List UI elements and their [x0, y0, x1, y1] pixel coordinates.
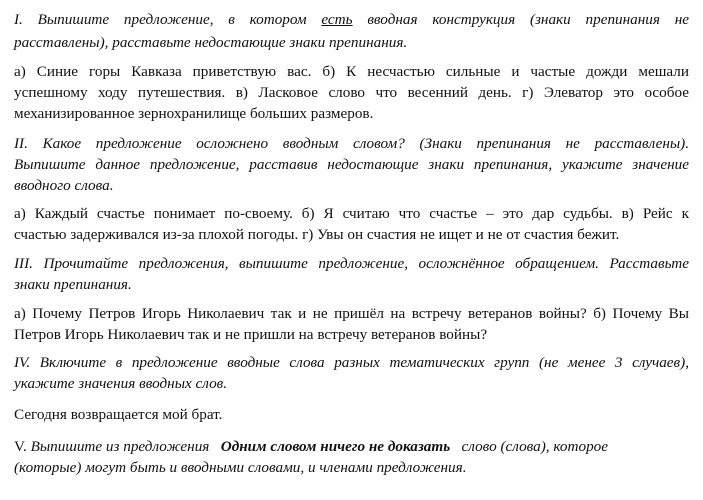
task1-heading-line1: I. Выпишите предложение, в котором есть вводная конструкция (знаки препинания не: [14, 11, 689, 28]
underlined-word: есть: [321, 11, 353, 28]
task2-option-line2: счастью задерживался из-за плохой погоды. г) Увы он счастия не ищет и не от счастия бежит.: [14, 226, 620, 243]
task2-heading-line1: II. Какое предложение осложнено вводным словом? (Знаки препинания не расставлены).: [14, 135, 689, 152]
task4-heading-line2: укажите значения вводных слов.: [14, 375, 228, 392]
task1-option-line2: успешному ходу путешествия. в) Ласковое слово что весенний день. г) Элеватор это особое: [14, 84, 689, 101]
task2-option-line1: а) Каждый счастье понимает по-своему. б) Я считаю что счастье – это дар судьбы. в) Рейс к: [14, 205, 689, 222]
task1-option-line3: механизированное зернохранилище больших размеров.: [14, 105, 374, 122]
task3-option-line1: а) Почему Петров Игорь Николаевич так и не пришёл на встречу ветеранов войны? б) Почему Вы: [14, 305, 689, 322]
task1-option-line1: а) Синие горы Кавказа приветствую вас. б) К несчастью сильные и частые дожди мешали: [14, 63, 689, 80]
task5-heading-line2: (которые) могут быть и вводными словами, и членами предложения.: [14, 459, 467, 476]
task2-heading-line3: вводного слова.: [14, 177, 114, 194]
task3-option-line2: Петров Игорь Николаевич так и не пришли на встречу ветеранов войны?: [14, 326, 488, 343]
task3-heading-line1: III. Прочитайте предложения, выпишите предложение, осложнённое обращением. Расставьте: [14, 255, 689, 272]
task2-heading-line2: Выпишите данное предложение, расставив недостающие знаки препинания, укажите значение: [14, 156, 689, 173]
task5-heading-line1: V. Выпишите из предложения Одним словом ничего не доказать слово (слова), которое: [14, 438, 608, 455]
task4-heading-line1: IV. Включите в предложение вводные слова разных тематических групп (не менее 3 случаев),: [14, 354, 689, 371]
task3-heading-line2: знаки препинания.: [14, 276, 132, 293]
bold-phrase: Одним словом ничего не доказать: [220, 438, 451, 455]
task1-heading-line2: расставлены), расставьте недостающие знаки препинания.: [14, 34, 408, 51]
task4-sentence: Сегодня возвращается мой брат.: [14, 406, 223, 423]
